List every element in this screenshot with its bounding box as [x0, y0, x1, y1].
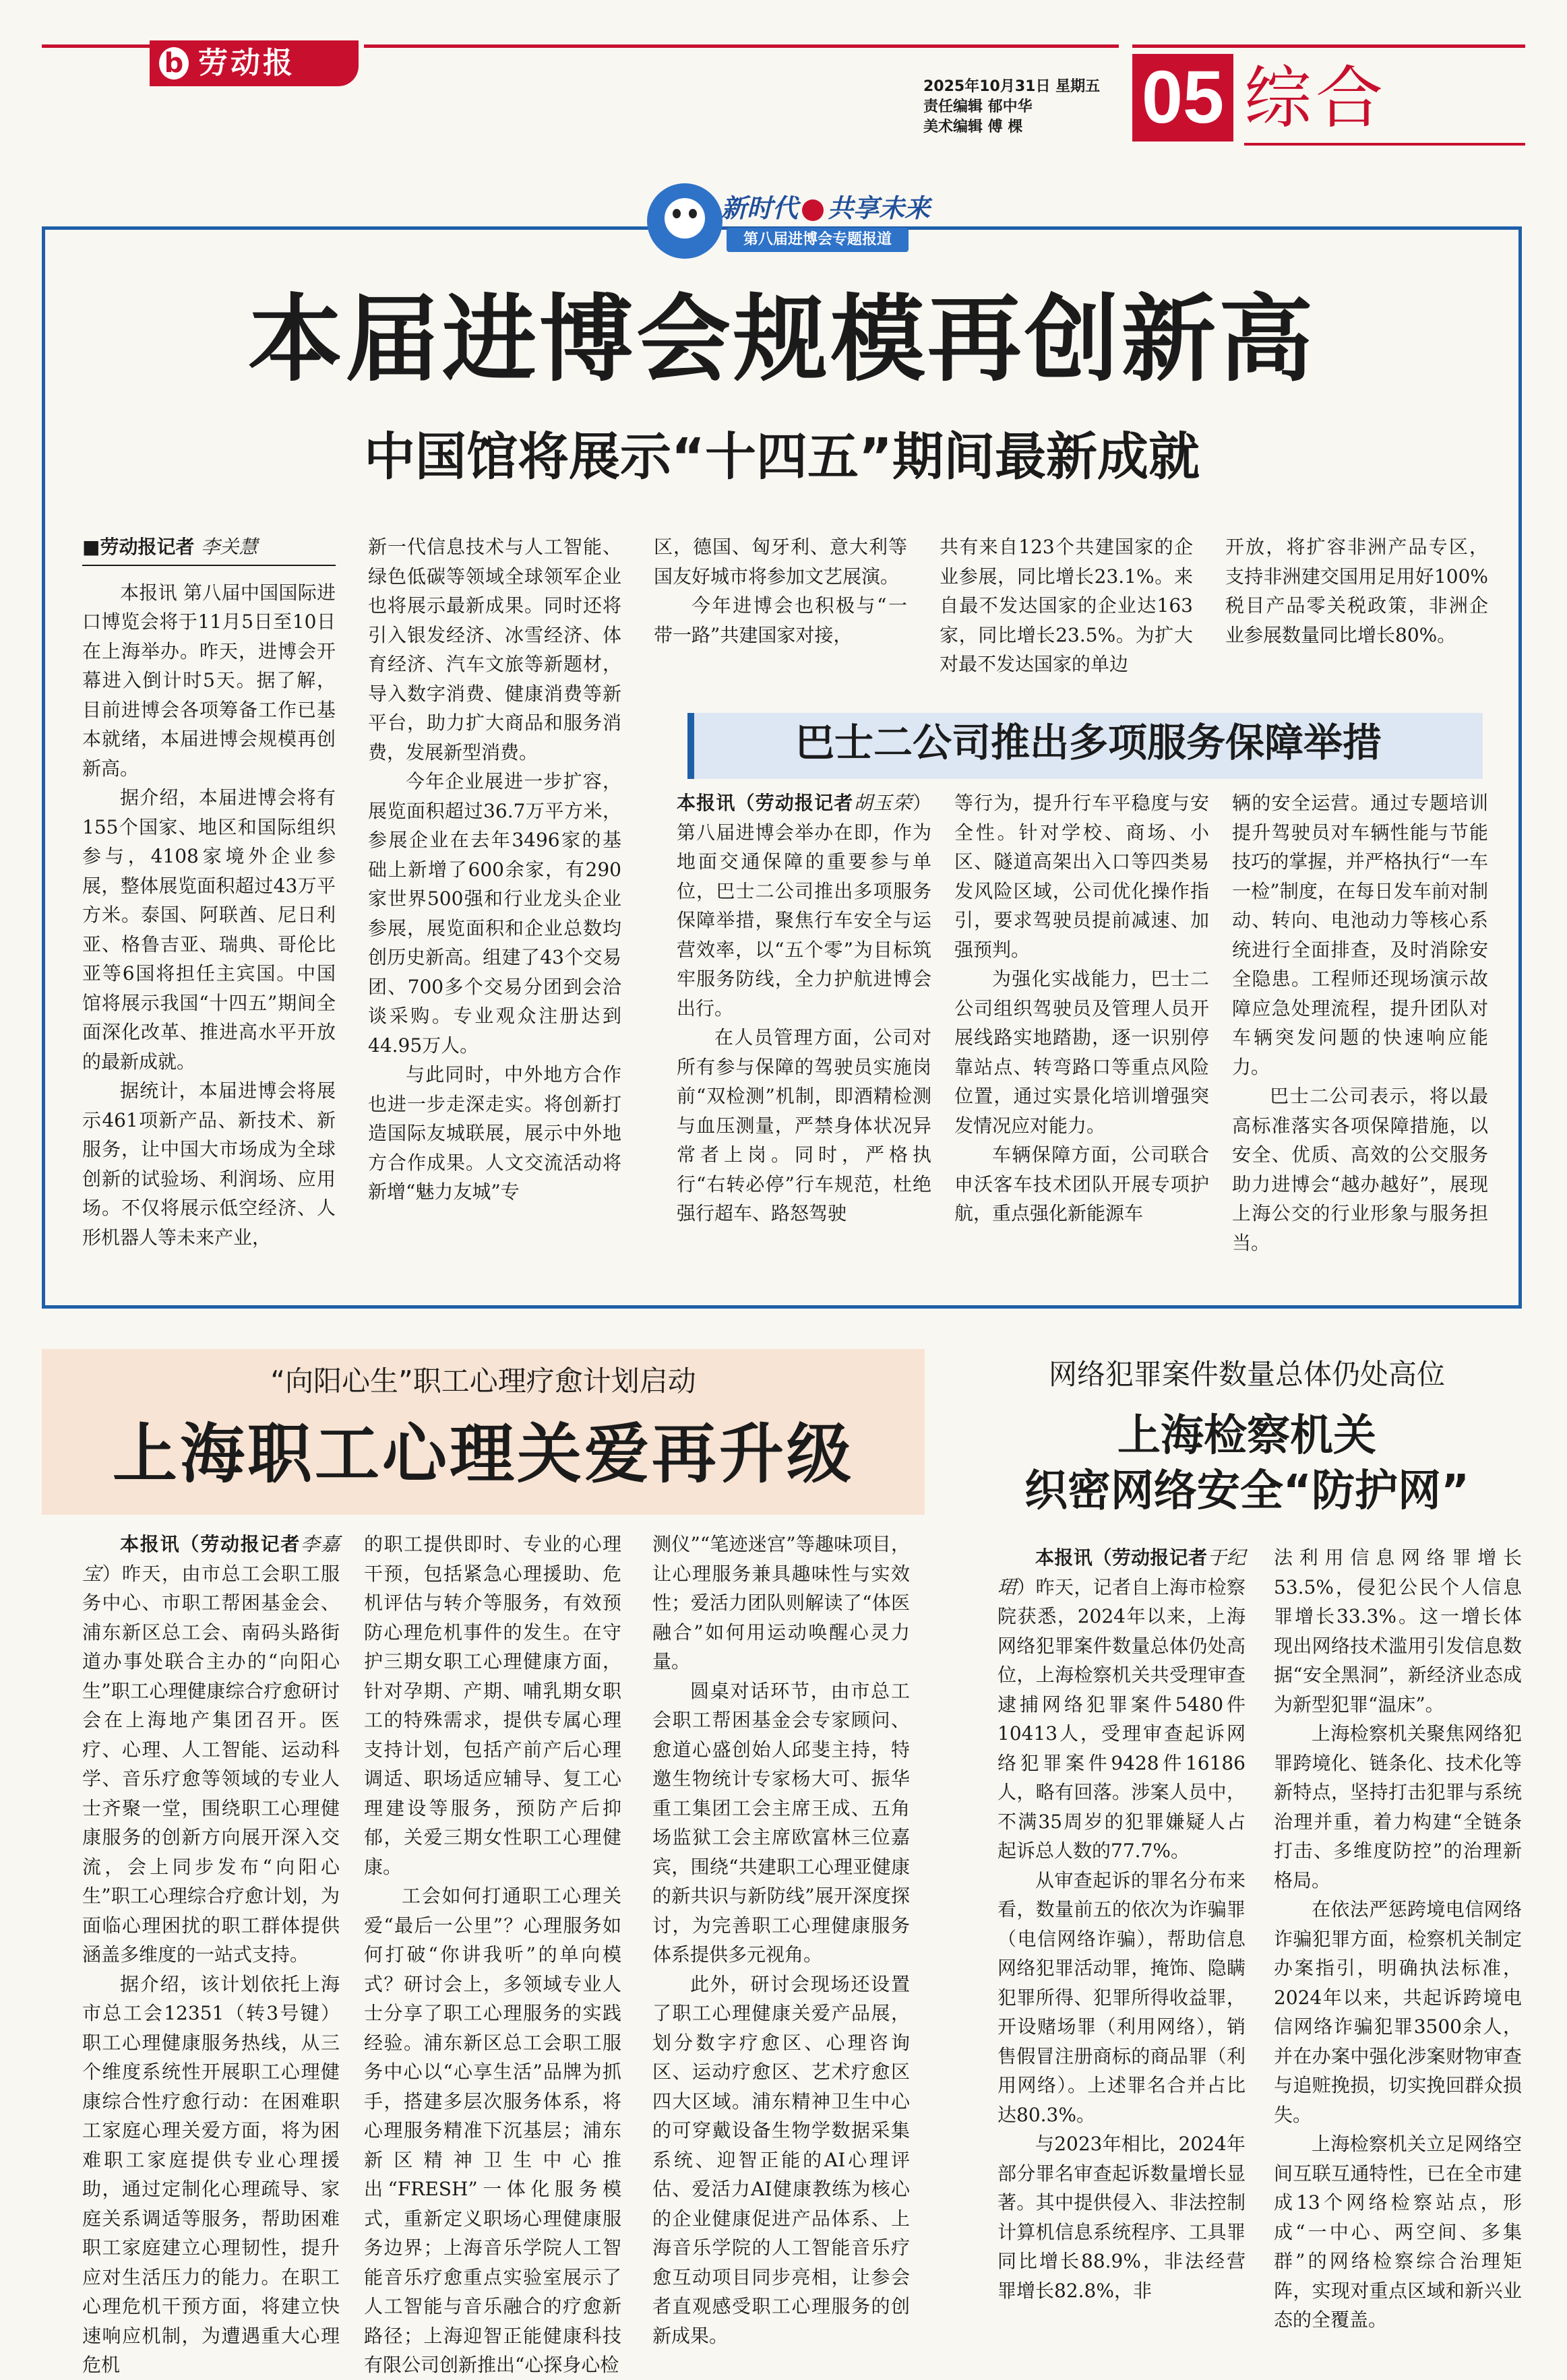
lead-paragraph: 区，德国、匈牙利、意大利等国友好城市将参加文艺展演。 [654, 536, 907, 588]
lead-paragraph: 新一代信息技术与人工智能、绿色低碳等领域全球领军企业也将展示最新成果。同时还将引入银发经济、冰雪经济、体育经济、汽车文旅等新题材，导入数字消费、健康消费等新平台，助力扩大商品和服务消费，发展新型消费。 [368, 536, 621, 763]
banner-title-left: 新时代 [721, 193, 799, 223]
responsible-editor: 责任编辑 郁中华 [923, 98, 1033, 115]
cyber-column-1 [997, 1543, 1246, 2338]
cyber-paragraph: 在依法严惩跨境电信网络诈骗犯罪方面，检察机关制定办案指引，明确执法标准，2024年以来，共起诉跨境电信网络诈骗犯罪3500余人，并在办案中强化涉案财物审查与追赃挽损，切实挽回群众损失。 [1274, 1898, 1522, 2126]
banner-subtitle: 第八届进博会专题报道 [727, 228, 909, 252]
psych-column-3 [652, 1530, 910, 2347]
top-rule-right [1132, 44, 1525, 48]
psych-paragraph: 圆桌对话环节，由市总工会职工帮困基金会专家顾问、愈道心盛创始人邱斐主持，特邀生物统计专家杨大可、振华重工集团工会主席王成、五角场监狱工会主席欧富林三位嘉宾，围绕“共建职工心理亚健康的新共识与新防线”展开深度探讨，为完善职工心理健康服务体系提供多元视角。 [652, 1679, 910, 1966]
lead-paragraph: 与此同时，中外地方合作也进一步走深走实。将创新打造国际友城联展，展示中外地方合作成果。人文交流活动将新增“魅力友城”专 [368, 1063, 621, 1203]
cyber-paragraph: 上海检察机关立足网络空间互联互通特性，已在全市建成13个网络检察站点，形成“一中心、两空间、多集群”的网络检察综合治理矩阵，实现对重点区域和新兴业态的全覆盖。 [1274, 2133, 1522, 2331]
bus-paragraph: 巴士二公司表示，将以最高标准落实各项保障措施，以安全、优质、高效的公交服务助力进博会“越办越好”，展现上海公交的行业形象与服务担当。 [1232, 1085, 1488, 1254]
lead-column-2 [368, 532, 621, 1298]
top-rule-left [42, 44, 150, 48]
lead-byline [82, 532, 336, 566]
cyber-paragraph: 上海检察机关聚焦网络犯罪跨境化、链条化、技术化等新特点，坚持打击犯罪与系统治理并重，着力构建“全链条打击、多维度防控”的治理新格局。 [1274, 1722, 1522, 1891]
cyber-paragraph: 法利用信息网络罪增长53.5%，侵犯公民个人信息罪增长33.3%。这一增长体现出网络技术滥用引发信息数据“安全黑洞”，新经济业态成为新型犯罪“温床”。 [1274, 1546, 1522, 1716]
cyber-kicker: 网络犯罪案件数量总体仍处高位 [1048, 1358, 1445, 1391]
bus-byline-name: 胡玉荣 [853, 792, 913, 814]
cyber-byline-name: 于纪珺 [997, 1546, 1246, 1598]
issue-date: 2025年10月31日 星期五 [923, 78, 1101, 95]
bus-paragraph: 在人员管理方面，公司对所有参与保障的驾驶员实施岗前“双检测”机制，即酒精检测与血压测量，严禁身体状况异常者上岗。同时，严格执行“右转必停”行车规范，杜绝强行超车、路怒驾驶 [677, 1026, 931, 1224]
lead-headline: 本届进博会规模再创新高 [247, 284, 1316, 395]
bus-byline-label: 本报讯（劳动报记者 [677, 792, 854, 814]
psych-paragraph: 的职工提供即时、专业的心理干预，包括紧急心理援助、危机评估与转介等服务，有效预防心理危机事件的发生。在守护三期女职工心理健康方面，针对孕期、产期、哺乳期女职工的特殊需求，提供专属心理支持计划，包括产前产后心理调适、职场适应辅导、复工心理建设等服务，预防产后抑郁，关爱三期女性职工心理健康。 [364, 1533, 621, 1878]
lead-paragraph: 据介绍，本届进博会将有155个国家、地区和国际组织参与，4108家境外企业参展，整体展览面积超过43万平方米。泰国、阿联酋、尼日利亚、格鲁吉亚、瑞典、哥伦比亚等6国将担任主宾国。中国馆将展示我国“十四五”期间全面深化改革、推进高水平开放的最新成就。 [82, 786, 336, 1073]
globe-icon [802, 199, 824, 221]
expo-banner [647, 181, 931, 263]
psych-paragraph: 测仪”“笔迹迷宫”等趣味项目，让心理服务兼具趣味性与实效性；爱活力团队则解读了“体医融合”如何用运动唤醒心灵力量。 [652, 1533, 910, 1672]
bus-paragraph: 等行为，提升行车平稳度与安全性。针对学校、商场、小区、隧道高架出入口等四类易发风险区域，公司优化操作指引，要求驾驶员提前减速、加强预判。 [954, 792, 1209, 961]
psych-paragraph: 据介绍，该计划依托上海市总工会12351（转3号键）职工心理健康服务热线，从三个维度系统性开展职工心理健康综合性疗愈行动：在困难职工家庭心理关爱方面，将为困难职工家庭提供专业心理援助，通过定制化心理疏导、家庭关系调适等服务，帮助困难职工家庭建立心理韧性，提升应对生活压力的能力。在职工心理危机干预方面，将建立快速响应机制，为遭遇重大心理危机 [82, 1972, 340, 2376]
bus-column-2 [954, 788, 1209, 1298]
bus-paragraph: 为强化实战能力，巴士二公司组织驾驶员及管理人员开展线路实地踏勘，逐一识别停靠站点、转弯路口等重点风险位置，通过实景化培训增强突发情况应对能力。 [954, 968, 1209, 1137]
lead-byline-name: 李关慧 [201, 536, 258, 558]
logo-icon: b [159, 47, 189, 80]
cyber-paragraph: ）昨天，记者自上海市检察院获悉，2024年以来，上海网络犯罪案件数量总体仍处高位，上海检察机关共受理审查逮捕网络犯罪案件5480件10413人，受理审查起诉网络犯罪案件9428件16186人，略有回落。涉案人员中，不满35周岁的犯罪嫌疑人占起诉总人数的77.7%。 [997, 1575, 1246, 1862]
lead-subheadline: 中国馆将展示“十四五”期间最新成就 [364, 427, 1200, 487]
lead-paragraph: 据统计，本届进博会将展示461项新产品、新技术、新服务，让中国大市场成为全球创新的试验场、利润场、应用场。不仅将展示低空经济、人形机器人等未来产业， [82, 1079, 336, 1249]
psych-byline-name: 李嘉宝 [82, 1533, 340, 1585]
bus-headline-box [687, 713, 1483, 779]
banner-title-right: 共享未来 [828, 193, 931, 223]
paper-name: 劳动报 [198, 46, 295, 80]
lead-column-5 [1225, 532, 1488, 708]
paper-logo [150, 40, 359, 86]
lead-paragraph: 开放，将扩容非洲产品专区，支持非洲建交国用足用好100%税目产品零关税政策，非洲企业参展数量同比增长80%。 [1225, 536, 1488, 646]
lead-paragraph: 今年企业展进一步扩容，展览面积超过36.7万平方米，参展企业在去年3496家的基础上新增了600余家，有290家世界500强和行业龙头企业参展，展览面积和企业总数均创历史新高。组建了43个交易团、700多个交易分团到会洽谈采购。专业观众注册达到44.95万人。 [368, 770, 621, 1057]
lead-column-1 [82, 532, 336, 1298]
lead-paragraph: 今年进博会也积极与“一带一路”共建国家对接， [654, 594, 907, 646]
bus-headline: 巴士二公司推出多项服务保障举措 [795, 720, 1382, 765]
lead-byline-label: ■劳动报记者 [82, 536, 195, 558]
lead-column-3 [654, 532, 907, 708]
cyber-paragraph: 从审查起诉的罪名分布来看，数量前五的依次为诈骗罪（电信网络诈骗），帮助信息网络犯罪活动罪，掩饰、隐瞒犯罪所得、犯罪所得收益罪，开设赌场罪（利用网络），销售假冒注册商标的商品罪（利用网络）。上述罪名合并占比达80.3%。 [997, 1869, 1246, 2126]
psych-paragraph: ）昨天，由市总工会职工服务中心、市职工帮困基金会、浦东新区总工会、南码头路街道办事处联合主办的“向阳心生”职工心理健康综合疗愈研讨会在上海地产集团召开。医疗、心理、人工智能、运动科学、音乐疗愈等领域的专业人士齐聚一堂，围绕职工心理健康服务的创新方向展开深入交流，会上同步发布“向阳心生”职工心理综合疗愈计划，为面临心理困扰的职工群体提供涵盖多维度的一站式支持。 [82, 1562, 340, 1966]
page-number: 05 [1141, 56, 1225, 139]
psych-byline-label: 本报讯（劳动报记者 [120, 1533, 301, 1555]
psych-paragraph: 工会如何打通职工心理关爱“最后一公里”？心理服务如何打破“你讲我听”的单向模式？研讨会上，多领域专业人士分享了职工心理服务的实践经验。浦东新区总工会职工服务中心以“心享生活”品牌为抓手，搭建多层次服务体系，将心理服务精准下沉基层；浦东新区精神卫生中心推出“FRESH”一体化服务模式，重新定义职场心理健康服务边界；上海音乐学院人工智能音乐疗愈重点实验室展示了人工智能与音乐融合的疗愈新路径；上海迎智正能健康科技有限公司创新推出“心探身心检 [364, 1885, 621, 2376]
bus-paragraph: ）第八届进博会举办在即，作为地面交通保障的重要参与单位，巴士二公司推出多项服务保障举措，聚焦行车安全与运营效率，以“五个零”为目标筑牢服务防线，全力护航进博会出行。 [677, 792, 931, 1020]
psych-column-1 [82, 1530, 340, 2376]
cyber-column-2 [1274, 1543, 1522, 2338]
bus-column-1 [677, 788, 931, 1298]
psych-column-2 [364, 1530, 621, 2376]
section-underline [1244, 143, 1525, 146]
lead-column-4 [940, 532, 1193, 708]
psych-paragraph: 此外，研讨会现场还设置了职工心理健康关爱产品展，划分数字疗愈区、心理咨询区、运动疗愈区、艺术疗愈区四大区域。浦东精神卫生中心的可穿戴设备生物学数据采集系统、迎智正能的AI心理评估、爱活力AI健康教练为核心的企业健康促进产品体系、上海音乐学院的人工智能音乐疗愈互动项目同步亮相，让参会者直观感受职工心理服务的创新成果。 [652, 1972, 910, 2347]
psych-header-box [42, 1349, 925, 1515]
expo-mascot-icon [647, 183, 723, 259]
cyber-headline-line-1: 上海检察机关 [1117, 1411, 1376, 1461]
page-number-block [1132, 54, 1233, 142]
bus-column-3 [1232, 788, 1488, 1298]
lead-paragraph: 本报讯 第八届中国国际进口博览会将于11月5日至10日在上海举办。昨天，进博会开幕进入倒计时5天。据了解，目前进博会各项筹备工作已基本就绪，本届进博会规模再创新高。 [82, 581, 336, 780]
cyber-paragraph: 与2023年相比，2024年部分罪名审查起诉数量增长显著。其中提供侵入、非法控制计算机信息系统程序、工具罪同比增长88.9%，非法经营罪增长82.8%，非 [997, 2133, 1246, 2302]
lead-paragraph: 共有来自123个共建国家的企业参展，同比增长23.1%。来自最不发达国家的企业达163家，同比增长23.5%。为扩大对最不发达国家的单边 [940, 536, 1193, 675]
psych-headline: 上海职工心理关爱再升级 [113, 1416, 854, 1492]
bus-paragraph: 车辆保障方面，公司联合申沃客车技术团队开展专项护航，重点强化新能源车 [954, 1144, 1209, 1224]
art-editor: 美术编辑 傅 棵 [923, 119, 1023, 135]
psych-kicker: “向阳心生”职工心理疗愈计划启动 [270, 1365, 696, 1398]
section-name: 综合 [1244, 59, 1387, 137]
cyber-headline-line-2: 织密网络安全“防护网” [1024, 1466, 1470, 1516]
bus-paragraph: 辆的安全运营。通过专题培训提升驾驶员对车辆性能与节能技巧的掌握，并严格执行“一车一检”制度，在每日发车前对制动、转向、电池动力等核心系统进行全面排查，及时消除安全隐患。工程师还现场演示故障应急处理流程，提升团队对车辆突发问题的快速响应能力。 [1232, 792, 1488, 1078]
cyber-byline-label: 本报讯（劳动报记者 [1035, 1546, 1208, 1569]
top-rule-mid [364, 44, 1119, 48]
